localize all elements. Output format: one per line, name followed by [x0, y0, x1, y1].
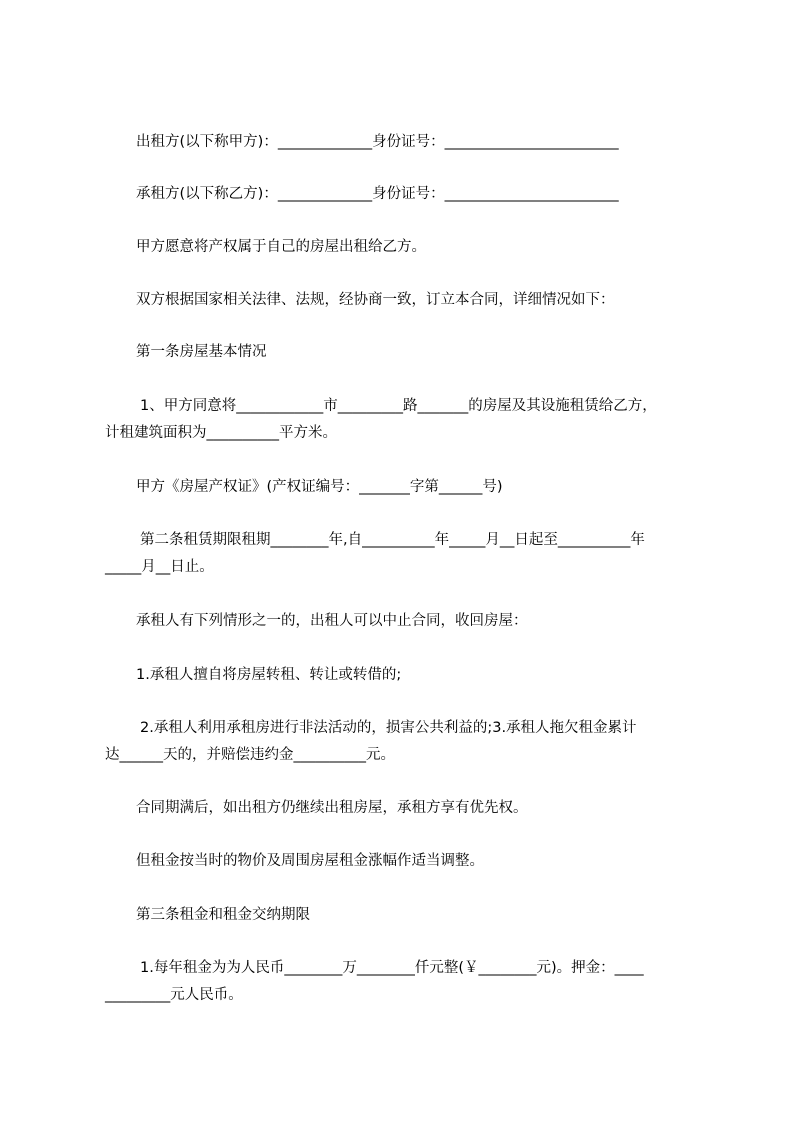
condition-1-line: 1.承租人擅自将房屋转租、转让或转借的;: [136, 667, 402, 683]
lessee-line: 承租方(以下称乙方)：_____________身份证号：________________________: [136, 186, 619, 202]
section-3-heading: 第三条租金和租金交纳期限: [136, 907, 310, 923]
condition-2-3-line-1: 2.承租人利用承租房进行非法活动的，损害公共利益的;3.承租人拖欠租金累计: [140, 720, 637, 736]
rent-amount-line-2: _________元人民币。: [105, 987, 243, 1003]
termination-conditions-line: 承租人有下列情形之一的，出租人可以中止合同，收回房屋：: [136, 613, 528, 629]
property-description-line-1: 1、甲方同意将____________市_________路_______的房屋及其设施租赁给乙方，: [140, 398, 657, 414]
section-1-heading: 第一条房屋基本情况: [136, 344, 267, 360]
rent-adjustment-line: 但租金按当时的物价及周围房屋租金涨幅作适当调整。: [136, 853, 484, 869]
property-description-line-2: 计租建筑面积为__________平方米。: [105, 425, 337, 441]
lease-term-line-2: _____月__日止。: [105, 559, 214, 575]
agreement-line: 双方根据国家相关法律、法规，经协商一致，订立本合同，详细情况如下：: [136, 292, 615, 308]
lessor-line: 出租方(以下称甲方)：_____________身份证号：________________________: [136, 134, 619, 150]
lease-term-line-1: 第二条租赁期限租期________年,自__________年_____月__日起至__________年: [140, 532, 645, 548]
intent-line: 甲方愿意将产权属于自己的房屋出租给乙方。: [136, 239, 426, 255]
rent-amount-line-1: 1.每年租金为为人民币________万________仟元整(￥________元)。押金：____: [140, 960, 644, 976]
renewal-priority-line: 合同期满后，如出租方仍继续出租房屋，承租方享有优先权。: [136, 800, 528, 816]
condition-2-3-line-2: 达______天的，并赔偿违约金__________元。: [105, 747, 395, 763]
property-certificate-line: 甲方《房屋产权证》(产权证编号：_______字第______号): [136, 479, 503, 495]
